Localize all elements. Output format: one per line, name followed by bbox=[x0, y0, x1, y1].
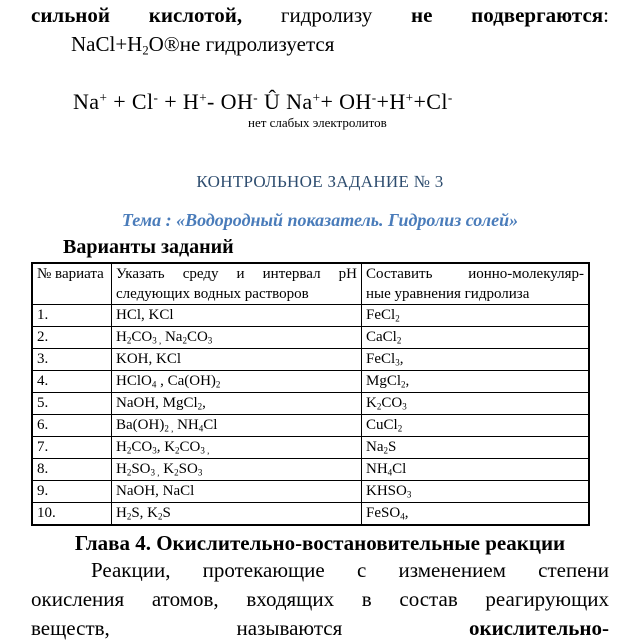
control-task-title: КОНТРОЛЬНОЕ ЗАДАНИЕ № 3 bbox=[196, 172, 444, 191]
variant-number-cell: 8. bbox=[32, 459, 112, 481]
salt-cell: CaCl$_2$ bbox=[362, 327, 590, 349]
header-solutions-line2: следующих водных растворов bbox=[116, 286, 309, 302]
variants-table bbox=[31, 262, 590, 526]
variant-number-cell: 7. bbox=[32, 437, 112, 459]
header-equations bbox=[362, 263, 590, 305]
table-header-row bbox=[32, 263, 589, 305]
hydrolysis-example: $NaCl+H_2O®не$ гидролизуется bbox=[71, 32, 335, 58]
solutions-cell: $H_2CO_3$, $K_2CO_{3 ,}$ bbox=[112, 437, 362, 459]
table-row bbox=[32, 503, 589, 526]
header-solutions bbox=[112, 263, 362, 305]
ionic-equation: Na+ + Cl- + H+- OH- Û Na++ OH-+H++Cl- bbox=[73, 89, 453, 114]
variant-number-cell: 3. bbox=[32, 349, 112, 371]
salt-cell: MgCl$_2$, bbox=[362, 371, 590, 393]
table-row bbox=[32, 305, 589, 327]
table-row bbox=[32, 371, 589, 393]
table-row bbox=[32, 437, 589, 459]
variant-number-cell: 6. bbox=[32, 415, 112, 437]
table-row bbox=[32, 393, 589, 415]
header-equations-line2: ные уравнения гидролиза bbox=[366, 286, 530, 302]
solutions-cell: NaOH, MgCl$_2$, bbox=[112, 393, 362, 415]
variant-number-cell: 10. bbox=[32, 503, 112, 526]
solutions-cell: NaOH, NaCl bbox=[112, 481, 362, 503]
solutions-cell: HClO$_4$ , $Ca(OH)_2$ bbox=[112, 371, 362, 393]
salt-cell: FeSO$_4$, bbox=[362, 503, 590, 526]
variant-number-cell: 9. bbox=[32, 481, 112, 503]
paragraph-line-1: Реакции, протекающие с изменением степени bbox=[91, 558, 609, 582]
variant-number-cell: 4. bbox=[32, 371, 112, 393]
paragraph-line-3: веществ, называются окислительно- bbox=[31, 616, 609, 640]
solutions-cell: KOH, KCl bbox=[112, 349, 362, 371]
header-solutions-line1: Указать среду и интервал pH bbox=[116, 266, 357, 282]
solutions-cell: $H_2CO_{3 ,}$ $Na_2CO_3$ bbox=[112, 327, 362, 349]
salt-cell: $NH_4Cl$ bbox=[362, 459, 590, 481]
equation-note: нет слабых электролитов bbox=[248, 115, 387, 130]
theme-subtitle: Тема : «Водородный показатель. Гидролиз солей» bbox=[121, 210, 519, 230]
variant-number-cell: 2. bbox=[32, 327, 112, 349]
table-row bbox=[32, 349, 589, 371]
chapter-heading: Глава 4. Окислительно-востановительные реакции bbox=[74, 531, 566, 555]
salt-cell: $Na_2S$ bbox=[362, 437, 590, 459]
solutions-cell: $H_2S$, $K_2S$ bbox=[112, 503, 362, 526]
salt-cell: $K_2CO_3$ bbox=[362, 393, 590, 415]
solutions-cell: $H_2SO_{3 ,}$ $K_2SO_3$ bbox=[112, 459, 362, 481]
header-equations-line1: Составить ионно-молекуляр- bbox=[366, 266, 584, 282]
variant-number-cell: 5. bbox=[32, 393, 112, 415]
table-row bbox=[32, 415, 589, 437]
variant-number-cell: 1. bbox=[32, 305, 112, 327]
salt-cell: CuCl$_2$ bbox=[362, 415, 590, 437]
variants-label: Варианты заданий bbox=[63, 236, 234, 258]
solutions-cell: HCl, KCl bbox=[112, 305, 362, 327]
table-row bbox=[32, 459, 589, 481]
table-row bbox=[32, 481, 589, 503]
table-row bbox=[32, 327, 589, 349]
intro-text: сильной кислотой, гидролизу не подвергаются: bbox=[31, 3, 609, 27]
header-variant-number: № вариата bbox=[32, 263, 112, 305]
salt-cell: FeCl$_2$ bbox=[362, 305, 590, 327]
solutions-cell: $Ba(OH)_{2 ,}$ $NH_4Cl$ bbox=[112, 415, 362, 437]
salt-cell: FeCl$_3$, bbox=[362, 349, 590, 371]
paragraph-line-2: окисления атомов, входящих в состав реагирующих bbox=[31, 587, 609, 611]
salt-cell: $KHSO_3$ bbox=[362, 481, 590, 503]
